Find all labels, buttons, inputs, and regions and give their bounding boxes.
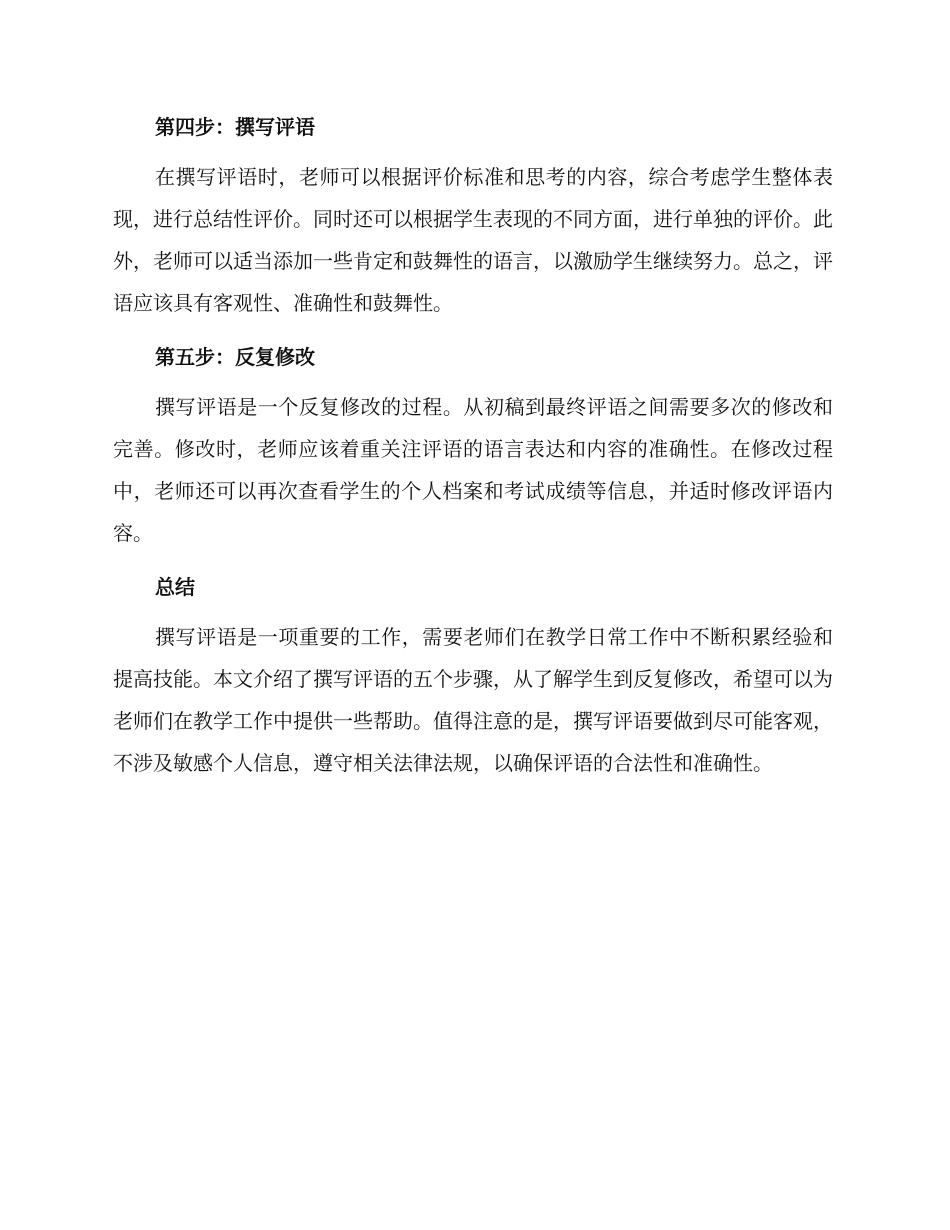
- section-heading-step-five: 第五步：反复修改: [155, 345, 315, 369]
- section-heading-step-four: 第四步：撰写评语: [155, 115, 315, 139]
- section-paragraph-step-five: 撰写评语是一个反复修改的过程。从初稿到最终评语之间需要多次的修改和完善。修改时，老师应该着重关注评语的语言表达和内容的准确性。在修改过程中，老师还可以再次查看学生的个人档案和考试成绩等信息，并适时修改评语内容。: [113, 395, 833, 545]
- section-paragraph-step-four: 在撰写评语时，老师可以根据评价标准和思考的内容，综合考虑学生整体表现，进行总结性评价。同时还可以根据学生表现的不同方面，进行单独的评价。此外，老师可以适当添加一些肯定和鼓舞性的语言，以激励学生继续努力。总之，评语应该具有客观性、准确性和鼓舞性。: [113, 165, 833, 315]
- section-heading-summary: 总结: [155, 575, 195, 599]
- document-body: [113, 108, 833, 798]
- section-paragraph-summary: 撰写评语是一项重要的工作，需要老师们在教学日常工作中不断积累经验和提高技能。本文介绍了撰写评语的五个步骤，从了解学生到反复修改，希望可以为老师们在教学工作中提供一些帮助。值得注意的是，撰写评语要做到尽可能客观，不涉及敏感个人信息，遵守相关法律法规，以确保评语的合法性和准确性。: [113, 625, 833, 775]
